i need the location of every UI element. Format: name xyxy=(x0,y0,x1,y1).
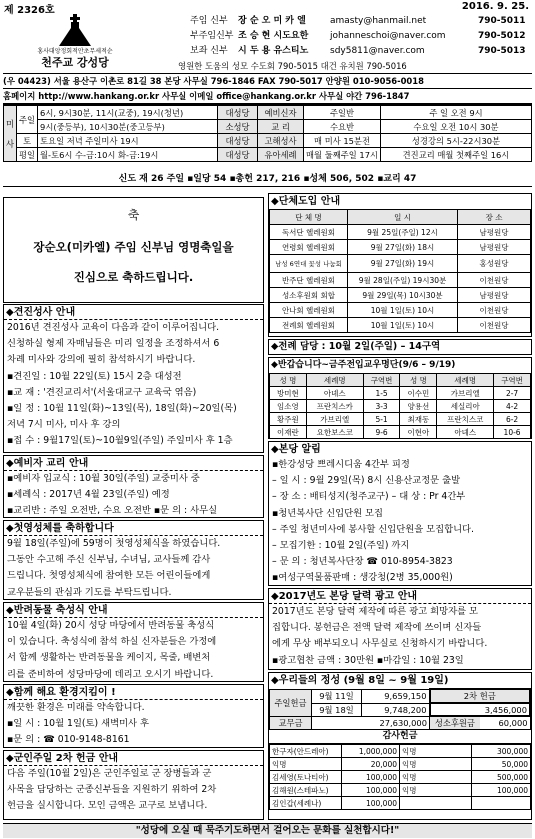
issue-date: 2016. 9. 25. xyxy=(461,1,529,12)
mass-schedule: 미 사 주일 6시, 9시30분, 11시(교중), 19시(청년) 대성당 예비신자 주일반 주 일 오전 9시 9시(중등부), 10시30분(중고등부) 소성당 교 리 수요반 수요일 오전 10시 30분 토 토요일 저녁 주일미사 19시 대성당 고해성사 매 미사 15분전 성경강의 5시-22시30분 평일 월-토6시 수-금:10시 화-금:19시 대성당 유아세례 매월 둘째주일 17시 견진교리 매월 첫째주일 16시 xyxy=(3,105,532,162)
contact-row: 주임 신부 장 순 오 미 카 엘 amasty@hanmail.net 790-5011 xyxy=(190,14,530,29)
email-link[interactable]: sdy5811@naver.com xyxy=(330,46,425,56)
environment-section: ◆함께 해요 환경지킴이 ! 깨끗한 환경은 미래를 약속합니다. ▪일 시 : 10월 1일(토) 새벽미사 후 ▪문 의 : ☎ 010-9148-8161 xyxy=(3,684,264,748)
contact-row: 보좌 신부 시 두 용 유스티노 sdy5811@naver.com 790-5013 xyxy=(190,44,530,59)
pet-blessing-section: ◆반려동물 축성식 안내 10월 4일(화) 20시 성당 마당에서 반려동물 축성식 이 있습니다. 축성식에 참석 하실 신자분들은 가정에 서 함께 생활하는 반려동물을 케이지, 목줄, 배변처 리를 준비하여 성당마당에 데리고 오시기 바랍니다. xyxy=(3,602,264,682)
issue-number: 제 2326호 xyxy=(4,5,55,16)
confirmation-section: ◆견진성사 안내 2016년 견진성사 교육이 다음과 같이 이루어집니다. 신청하실 형제 자매님들은 미리 일정을 조정하셔서 6 차례 미사와 강의에 필히 참석하시기 바랍니다. ▪견진일 : 10월 22일(토) 15시 2층 대성전 ▪교 재 : '견진교리서'(서울대교구 교육국 엮음) ▪일 정 : 10월 11일(화)~13일(목), 18일(화)~20일(목) 저녁 7시 미사, 미사 후 강의 ▪접 수 : 9월17일(토)~10월9일(주일) 주일미사 후 1층 xyxy=(3,304,264,453)
catechumen-section: ◆예비자 교리 안내 ▪예비자 입교식 : 10월 30일(주일) 교중미사 중 ▪세례식 : 2017년 4월 23일(주일) 예정 ▪교리반 : 주일 오전반, 수요 오전반 ▪문 의 : 사무실 xyxy=(3,455,264,518)
calendar-ad-section: ◆2017년도 본당 달력 광고 안내 2017년도 본당 달력 제작에 따른 광고 희망자를 모 집합니다. 봉헌금은 전액 달력 제작에 쓰이며 신자들 에게 무상 배부되오니 사무실로 신청하시기 바랍니다. ▪광고협찬 금액 : 30만원 ▪마감일 : 10월 23일 xyxy=(268,588,532,670)
congrats-line-1: 장순오(미카엘) 주임 신부님 영명축일을 xyxy=(33,240,234,254)
parish-notice-section: ◆본당 알림 ▪한강성당 쁘레시디움 4간부 피정 – 일 시 : 9월 29일(목) 8시 신용산교정문 출발 – 장 소 : 배티성지(청주교구) – 대 상 : Pr 4간부 ▪청년복사단 신입단원 모집 – 주일 청년미사에 봉사할 신입단원을 모집합니다. – 모집기한 : 10월 2일(주일) 까지 – 문 의 : 청년복사단장 ☎ 010-8954-3823 ▪여성구역물품판매 : 생강청(2병 35,000원) xyxy=(268,441,532,586)
newcomers-section: ◆반갑습니다~금주전입교우명단(9/6 – 9/19) 성 명 세례명 구역번 성 명 세례명 구역번 방미현 아녜스 1-5 이수민 가브리엘 2-7 임소영 프란치스카 3-3 양용선 세실리아 4-2 황주원 가브리엘 5-1 최재동 프란치스코 6-2 이재란 요한보스코 9-6 이현아 아녜스 10-6 xyxy=(268,357,532,439)
newcomers-table: 성 명 세례명 구역번 성 명 세례명 구역번 방미현 아녜스 1-5 이수민 가브리엘 2-7 임소영 프란치스카 3-3 양용선 세실리아 4-2 황주원 가브리엘 5-1 최재동 프란치스코 6-2 이재란 요한보스코 9-6 이현아 아녜스 10-6 xyxy=(269,373,531,439)
email-link[interactable]: amasty@hanmail.net xyxy=(330,16,427,26)
church-icon xyxy=(55,14,95,46)
footer-slogan: "성당에 오실 때 묵주기도하면서 걸어오는 문화를 실천합시다!" xyxy=(3,823,532,838)
logo-title: 천주교 강성당 xyxy=(41,56,109,69)
address-row-1: 영원한 도움의 성모 수도회 790-5015 대건 유치원 790-5016 xyxy=(178,61,407,71)
thanks-table: 한구자(안드레아) 1,000,000 익명 300,000 익명 20,000 익명 50,000 김세영(토나티아) 100,000 익명 500,000 김해원(스테파노) 100,000 익명 100,000 김인갑(세례나) 100,000 xyxy=(269,744,531,810)
liturgy-duty: ◆전례 담당 : 10월 2일(주일) – 14구역 xyxy=(268,339,532,355)
congrats-box xyxy=(3,197,264,303)
logo-subtitle: 홍사대앙정회적안초무세적순 xyxy=(37,48,113,55)
military-section: ◆군인주일 2차 헌금 안내 다음 주일(10월 2일)은 군인주일로 군 장병들과 군 사목을 담당하는 군종신부들을 지원하기 위하여 2차 헌금을 실시합니다. 모인 금액은 교구로 보냅니다. xyxy=(3,750,264,820)
mass-stats: 신도 재 26 주일 ▪일당 54 ▪총헌 217, 216 ▪성체 506, 502 ▪교리 47 xyxy=(3,172,532,187)
address-row-2: (우 04423) 서울 용산구 이촌로 81길 38 본당 사무실 796-1846 FAX 790-5017 안양원 010-9056-0018 xyxy=(3,73,532,88)
contact-row: 부주임신부 조 승 현 시도요한 johanneschoi@naver.com 790-5012 xyxy=(190,29,530,44)
offerings-section: ◆우리들의 정성 (9월 8일 ~ 9월 19일) 주일헌금 9월 11일 9,659,150 2차 헌금 9월 18일 9,748,200 3,456,000 교무금 27,630,000 성소후원금 60,000 감사헌금 한구자(안드레아) 1,000,000 익명 300,000 익명 20,000 익명 50,000 김세영(토나티아) 100,000 익명 500,000 김해원(스테파노) 100,000 익명 100,000 김인갑(세례나) 100,000 xyxy=(268,672,532,820)
email-link[interactable]: johanneschoi@naver.com xyxy=(330,31,446,41)
pilgrimage-table: 단 체 명 일 시 장 소 독서단 헬레원회 9월 25일(주일) 12시 남평원당 연령회 헬레원회 9월 27일(화) 18시 남평원당 남성 6연대 꽃성 나눔회 9월 27일(화) 19시 홍성원당 반주단 헬레원회 9월 28일(주일) 19시30분 이천원당 성소후원회 회합 9월 29일(목) 10시30분 남평원당 안나회 헬레원회 10월 1일(토) 10시 이천원당 전례회 헬레원회 10월 1일(토) 10시 이천원당 xyxy=(269,209,531,333)
pilgrimage-section: ◆단체도입 안내 단 체 명 일 시 장 소 독서단 헬레원회 9월 25일(주일) 12시 남평원당 연령회 헬레원회 9월 27일(화) 18시 남평원당 남성 6연대 꽃성 나눔회 9월 27일(화) 19시 홍성원당 반주단 헬레원회 9월 28일(주일) 19시30분 이천원당 성소후원회 회합 9월 29일(목) 10시30분 남평원당 안나회 헬레원회 10월 1일(토) 10시 이천원당 전례회 헬레원회 10월 1일(토) 10시 이천원당 xyxy=(268,193,532,337)
communion-section: ◆첫영성체를 축하합니다 9월 18일(주일)에 59명이 첫영성체식을 하였습니다. 그동안 수고해 주신 신부님, 수녀님, 교사들께 감사 드립니다. 첫영성체식에 참여한 모든 어린이들에게 교우분들의 관심과 기도를 부탁드립니다. xyxy=(3,520,264,600)
offerings-table: 주일헌금 9월 11일 9,659,150 2차 헌금 9월 18일 9,748,200 3,456,000 교무금 27,630,000 성소후원금 60,000 xyxy=(269,688,531,730)
address-row-3: 홈페이지 http://www.hankang.or.kr 사무실 이메일 office@hankang.or.kr 사무실 야간 796-1847 xyxy=(3,88,532,105)
priest-contacts xyxy=(190,14,530,59)
congrats-line-2: 진심으로 축하드립니다. xyxy=(73,270,194,284)
congrats-title: 축 xyxy=(127,208,140,222)
mass-side-label: 미 사 xyxy=(4,106,17,162)
thanks-title: 감사헌금 xyxy=(269,730,531,744)
address-block xyxy=(3,59,532,105)
